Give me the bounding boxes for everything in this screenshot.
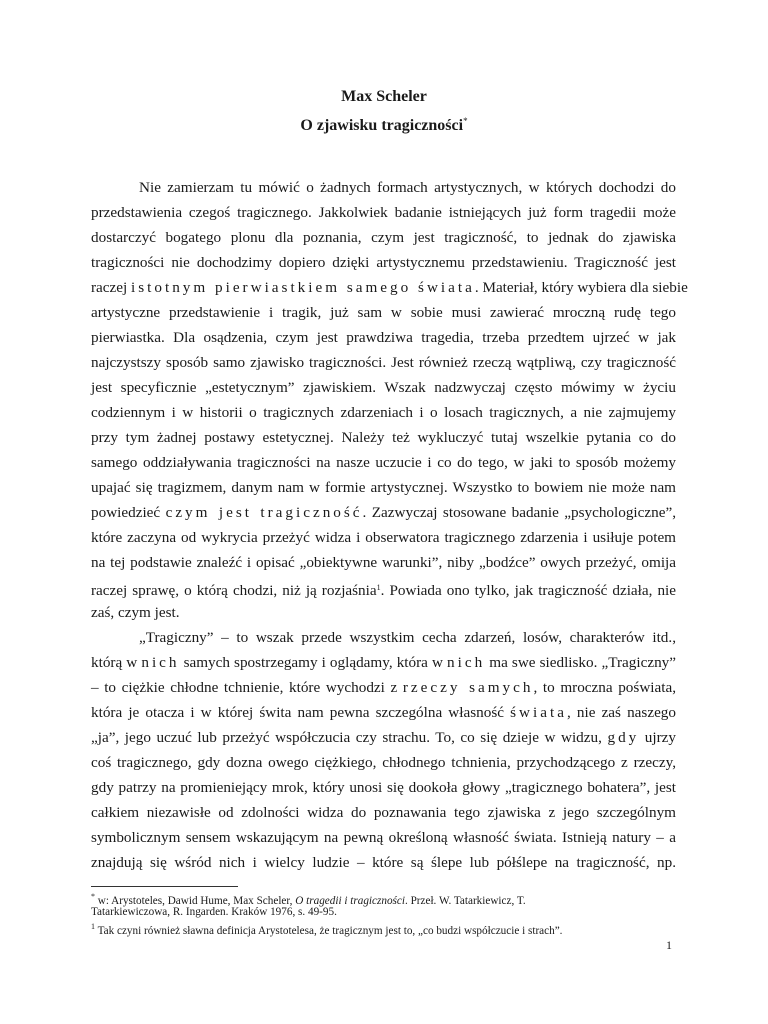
paragraph-1-line: codziennym i w historii o tragicznych zdarzeniach i o losach tragicznych, a nie zajmujemy xyxy=(91,404,676,421)
footnote-1-continued: Tatarkiewiczowa, R. Ingarden. Kraków 1976, s. 49-95. xyxy=(91,906,337,918)
text-run: , nie zaś naszego xyxy=(566,704,676,721)
paragraph-1-line: Nie zamierzam tu mówić o żadnych formach artystycznych, w których dochodzi do xyxy=(139,179,676,196)
paragraph-1-line: tragiczności nie dochodzimy dopiero dzięki artystycznemu przedstawieniu. Tragiczność jest xyxy=(91,254,676,271)
footnote-text: Tak czyni również sławna definicja Arystotelesa, że tragicznym jest to, „co budzi współczucie i strach”. xyxy=(95,925,563,937)
text-run: którą w xyxy=(91,654,138,671)
paragraph-1-line xyxy=(91,578,676,601)
paragraph-1-line: przedstawienia czegoś tragicznego. Jakkolwiek badanie istniejących już form tragedii może xyxy=(91,204,676,221)
spaced-emphasis: rzeczy samych xyxy=(402,679,534,696)
text-run: – to ciężkie chłodne tchnienie, które wychodzi z xyxy=(91,679,398,696)
paragraph-1-line: pierwiastka. Dla osądzenia, czym jest prawdziwa tragedia, trzeba przedtem ujrzeć w jak xyxy=(91,329,676,346)
title-footnote-marker: * xyxy=(463,116,468,126)
paragraph-2-line: „Tragiczny” – to wszak przede wszystkim cecha zdarzeń, losów, charakterów itd., xyxy=(139,629,676,646)
spaced-emphasis: świata xyxy=(510,704,567,721)
paragraph-1-line xyxy=(91,503,676,523)
paragraph-2-line: znajdują się wśród nich i wielcy ludzie – które są ślepe lub półślepe na tragiczność, np. xyxy=(91,854,676,871)
paragraph-2-line: całkiem niezawisłe od zdolności widza do poznawania tego zjawiska z jego szczególnym xyxy=(91,804,676,821)
footnote-separator xyxy=(91,886,238,887)
text-run: samych spostrzegamy i oglądamy, która w xyxy=(183,654,443,671)
paragraph-1-line: zaś, czym jest. xyxy=(91,604,180,621)
page-number: 1 xyxy=(666,938,672,952)
footnote-text: w: Arystoteles, Dawid Hume, Max Scheler, xyxy=(95,895,296,907)
paragraph-1-line: na tej podstawie znaleźć i opisać „obiektywne warunki”, niby „bodźce” owych przeżyć, omija xyxy=(91,554,676,571)
title-text: O zjawisku tragiczności xyxy=(300,117,464,134)
paragraph-2-line xyxy=(91,653,676,673)
footnote-marker: 1 xyxy=(91,922,95,931)
footnote-marker: * xyxy=(91,892,95,901)
footnote-2 xyxy=(91,920,676,938)
spaced-emphasis: czym jest tragiczność xyxy=(165,504,363,521)
text-run: ma swe siedlisko. „Tragiczny” xyxy=(489,654,676,671)
footnote-ref: 1 xyxy=(376,583,381,592)
paragraph-1-line: artystyczne przedstawienie i tragik, już sam w sobie musi zawierać mroczną rudę tego xyxy=(91,304,676,321)
spaced-emphasis: nich xyxy=(141,654,180,671)
paragraph-1-line: dostarczyć bogatego plonu dla poznania, czym jest tragiczność, to jednak do zjawiska xyxy=(91,229,676,246)
text-run: powiedzieć xyxy=(91,504,161,521)
paragraph-1-line: jest specyficznie „estetycznym” zjawiskiem. Wszak nadzwyczaj często mówimy w życiu xyxy=(91,379,676,396)
paragraph-1-line: najczystszy sposób samo zjawisko tragiczności. Jest również rzeczą wątpliwą, czy tragiczność xyxy=(91,354,676,371)
paragraph-2-line: gdy patrzy na promieniejący mrok, który unosi się dookoła głowy „tragicznego bohatera”, jest xyxy=(91,779,676,796)
text-run: , to mroczna poświata, xyxy=(533,679,676,696)
spaced-emphasis: gdy xyxy=(607,729,640,746)
paragraph-2-line xyxy=(91,678,676,698)
text-run: ujrzy xyxy=(644,729,677,746)
paragraph-2-line: symbolicznym sensem wskazującym na pewną określoną własność świata. Istnieją natury – a xyxy=(91,829,676,846)
paragraph-1-line: samego oddziaływania tragiczności na nasze uczucie i co do tego, w jaki to sposób możemy xyxy=(91,454,676,471)
paragraph-1-line: które zaczyna od wykrycia przeżyć widza i obserwatora tragicznego zdarzenia i usiłuje potem xyxy=(91,529,676,546)
text-run: raczej xyxy=(91,279,128,296)
text-run: która je otacza i w której świta nam pewna szczególna własność xyxy=(91,704,504,721)
footnote-text: . Przeł. W. Tatarkiewicz, T. xyxy=(404,895,526,907)
footnote-book-title: O tragedii i tragiczności xyxy=(295,895,405,907)
paragraph-2-line: coś tragicznego, gdy dozna owego ciężkiego, chłodnego tchnienia, przychodzącego z rzeczy, xyxy=(91,754,676,771)
text-run: „ja”, jego uczuć lub przeżyć współczucia czy strachu. To, co się dzieje w widzu, xyxy=(91,729,602,746)
text-run: . Zazwyczaj stosowane badanie „psychologiczne”, xyxy=(362,504,677,521)
spaced-emphasis: nich xyxy=(447,654,486,671)
paragraph-1-line: upajać się tragizmem, danym nam w formie artystycznej. Wszystko to bowiem nie może nam xyxy=(91,479,676,496)
page-title xyxy=(0,116,768,135)
paragraph-1-line xyxy=(91,278,688,298)
spaced-emphasis: istotnym pierwiastkiem samego świata xyxy=(131,279,475,296)
author-name: Max Scheler xyxy=(341,88,427,105)
paragraph-1-line: przy tym żadnej postawy estetycznej. Należy też wykluczyć tutaj wszelkie pytania co do xyxy=(91,429,676,446)
text-run: raczej sprawę, o którą chodzi, niż ją rozjaśnia xyxy=(91,582,377,599)
text-run: . Powiada ono tylko, jak tragiczność działa, nie xyxy=(380,582,676,599)
text-run: . Materiał, który wybiera dla siebie xyxy=(474,279,688,296)
paragraph-2-line xyxy=(91,728,676,748)
paragraph-2-line xyxy=(91,703,676,723)
